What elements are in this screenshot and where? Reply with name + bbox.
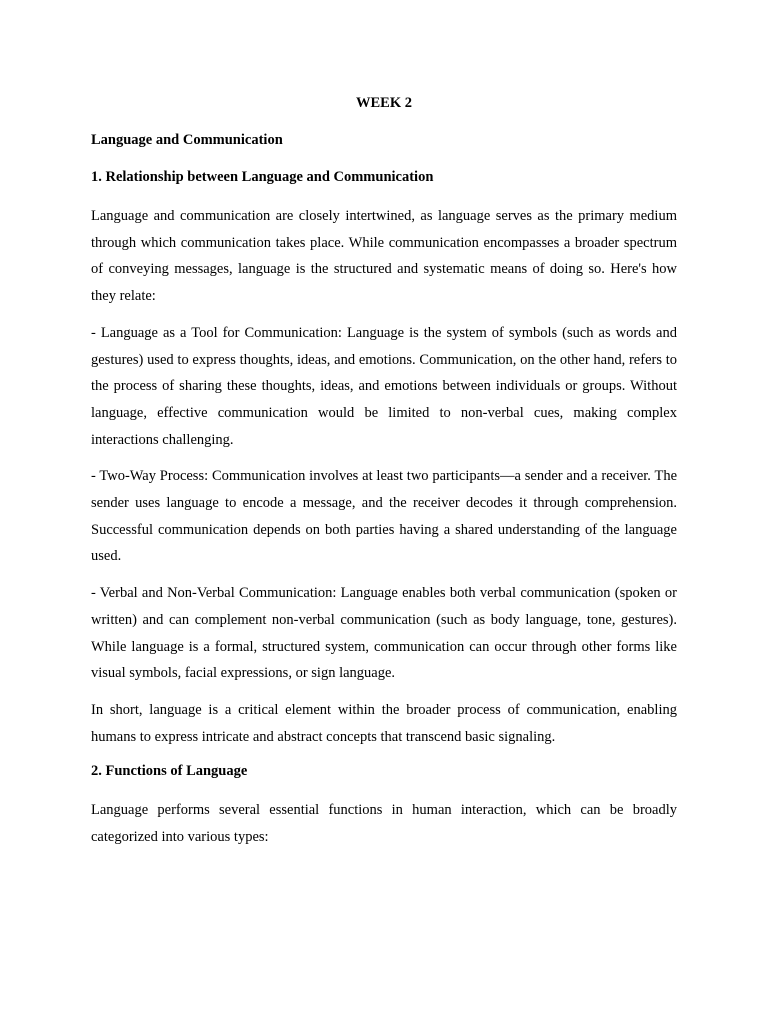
document-body — [91, 92, 677, 861]
section-1-heading: 1. Relationship between Language and Communication — [91, 169, 434, 185]
section-1-paragraph-verbal: - Verbal and Non-Verbal Communication: Language enables both verbal communication (spoken or written) and can complement non-verbal communication (such as body language, tone, gestures). While language is a formal, structured system, communication can occur through other forms like visual symbols, facial expressions, or sign language. — [91, 585, 677, 682]
section-1-paragraph-intro: Language and communication are closely intertwined, as language serves as the primary medium through which communication takes place. While communication encompasses a broader spectrum of conveying messages, language is the structured and systematic means of doing so. Here's how they relate: — [91, 208, 677, 305]
section-1-paragraph-two-way: - Two-Way Process: Communication involves at least two participants—a sender and a receiver. The sender uses language to encode a message, and the receiver decodes it through comprehension. Successful communication depends on both parties having a shared understanding of the language used. — [91, 468, 677, 565]
section-2-paragraph-intro: Language performs several essential functions in human interaction, which can be broadly categorized into various types: — [91, 802, 677, 846]
section-2-heading: 2. Functions of Language — [91, 763, 248, 780]
section-1-paragraph-tool: - Language as a Tool for Communication: Language is the system of symbols (such as words and gestures) used to express thoughts, ideas, and emotions. Communication, on the other hand, refers to the process of sharing these thoughts, ideas, and emotions between individuals or groups. Without language, effective communication would be limited to non-verbal cues, making complex interactions challenging. — [91, 324, 677, 448]
topic-title: Language and Communication — [91, 132, 283, 148]
section-1-paragraph-summary: In short, language is a critical element within the broader process of communication, enabling humans to express intricate and abstract concepts that transcend basic signaling. — [91, 701, 677, 745]
week-title: WEEK 2 — [356, 95, 412, 111]
